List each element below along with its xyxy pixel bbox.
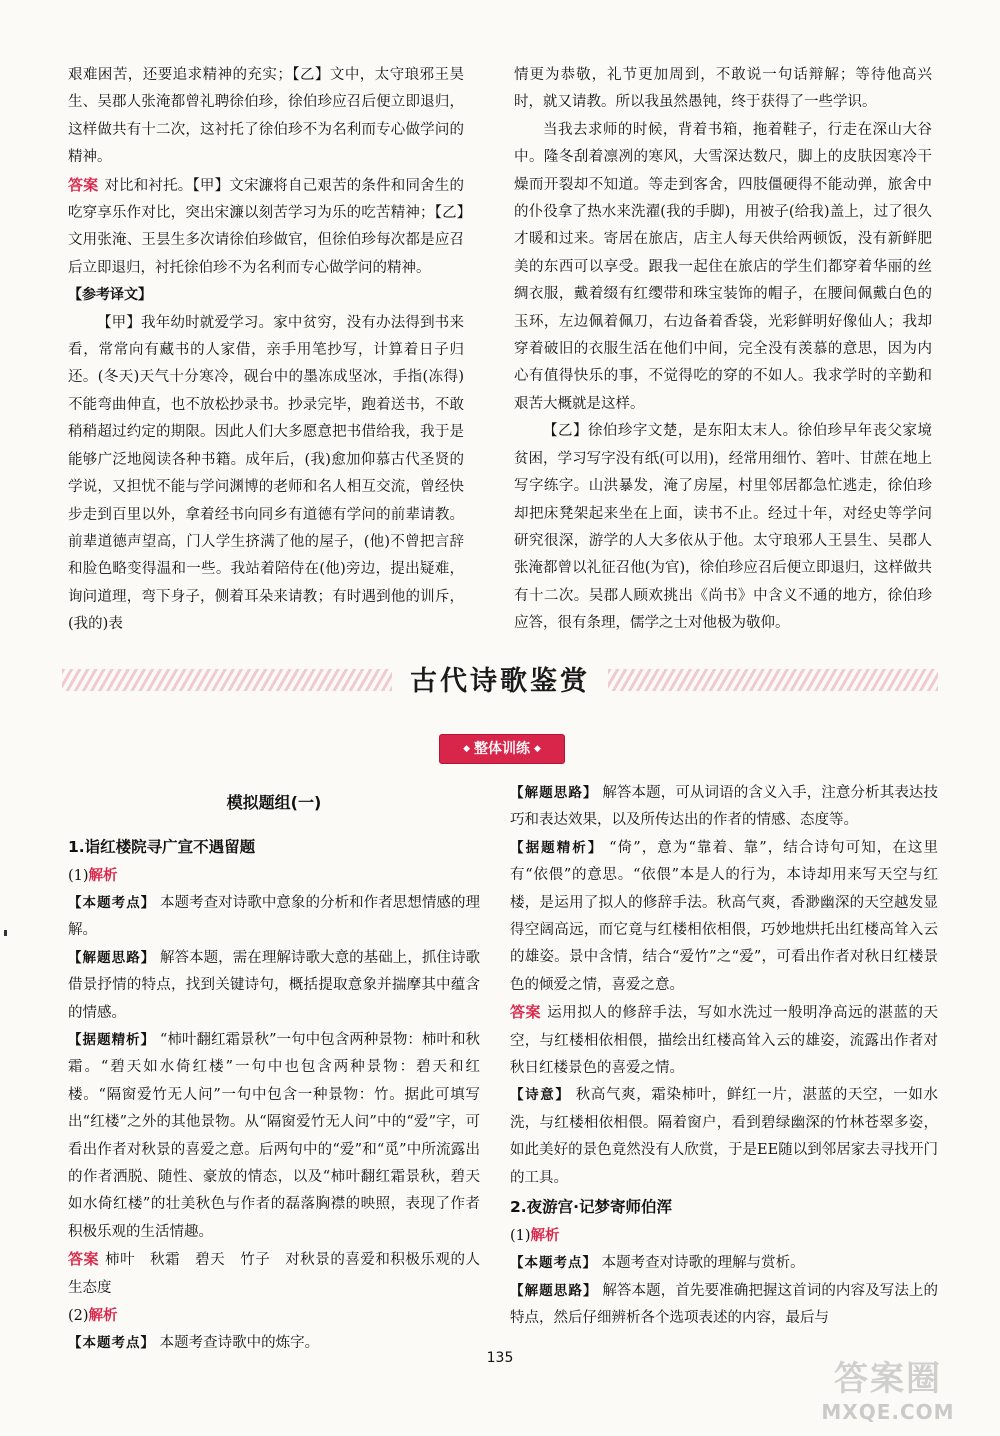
solution-approach-text: 解答本题，首先要准确把握这首词的内容及写法上的特点，然后仔细辨析各个选项表述的内容，最后与 [510,1282,939,1326]
answer-label: 答案 [68,1250,100,1269]
solution-approach-paragraph [68,945,480,1027]
watermark-logo-text: 答案圈 [834,1359,942,1399]
binding-mark [4,930,7,936]
solution-approach-paragraph [510,1278,938,1333]
sub-question-1 [510,1222,938,1250]
key-point-paragraph [510,1250,938,1277]
lower-left-column [68,832,480,1358]
sub-question-number: (2) [68,1308,89,1325]
detailed-analysis-tag: 【据题精析】 [68,1032,156,1049]
analysis-continuation: 艰难困苦，还要追求精神的充实；【乙】文中，太守琅邪王昊生、吴郡人张淹都曾礼聘徐伯珍，徐伯珍应召后便立即退归，这样做共有十二次，这衬托了徐伯珍不为名利而专心做学问的精神。 [68,67,464,166]
translation-paragraph-2: 当我去求师的时候，背着书箱，拖着鞋子，行走在深山大谷中。隆冬刮着凛冽的寒风，大雪深达数尺，脚上的皮肤因寒冷干燥而开裂却不知道。等走到客舍，四肢僵硬得不能动弹，旅舍中的仆役拿了热水来洗濯(我的手脚)，用被子(给我)盖上，过了很久才暖和过来。寄居在旅店，店主人每天供给两顿饭，没有新鲜肥美的东西可以享受。跟我一起住在旅店的学生们都穿着华丽的丝绸衣服，戴着缀有红缨带和珠宝装饰的帽子，在腰间佩戴白色的玉环，左边佩着佩刀，右边备着香袋，光彩鲜明好像仙人；我却穿着破旧的衣服生活在他们中间，完全没有羡慕的意思，因为内心有值得快乐的事，不觉得吃的穿的不如人。我求学时的辛勤和艰苦大概就是这样。 [514,121,932,412]
poem-meaning-tag: 【诗意】 [510,1087,571,1104]
key-point-tag: 【本题考点】 [68,1335,155,1352]
key-point-paragraph [68,1330,480,1357]
key-point-tag: 【本题考点】 [68,895,156,911]
key-point-text: 本题考查对诗歌的理解与赏析。 [601,1255,805,1272]
sub-question-number: (1) [68,868,89,884]
analysis-label: 解析 [88,868,118,884]
question-2-title: 2.夜游宫·记梦寄师伯浑 [510,1198,673,1217]
lower-right-column [510,780,938,1332]
answer-label: 答案 [68,175,99,194]
answer-label: 答案 [510,1003,542,1022]
answer-paragraph [68,1246,480,1302]
detailed-analysis-paragraph [510,835,938,999]
section-badge [439,734,565,764]
translation-continuation: 情更为恭敬，礼节更加周到，不敢说一句话辩解；等待他高兴时，就又请教。所以我虽然愚钝，终于获得了一些学识。 [514,67,932,111]
page-number: 135 [486,1350,514,1366]
group-title: 模拟题组(一) [226,793,322,812]
analysis-label: 解析 [88,1308,118,1325]
solution-approach-tag: 【解题思路】 [68,949,156,966]
solution-approach-text: 解答本题，可从词语的含义入手，注意分析其表达技巧和表达效果，以及所传达出的作者的情感、态度等。 [510,785,939,829]
decorative-stripe-right [608,669,938,691]
solution-approach-paragraph [510,780,938,835]
key-point-tag: 【本题考点】 [510,1255,597,1272]
reference-translation-label: 【参考译文】 [68,287,152,304]
upper-right-column [514,62,932,638]
answer-text: 对比和衬托。【甲】文宋濂将自己艰苦的条件和同舍生的吃穿享乐作对比，突出宋濂以刻苦学习为乐的吃苦精神；【乙】文用张淹、王昙生多次请徐伯珍做官，但徐伯珍每次都是应召后立即退归，衬托徐伯珍不为名利而专心做学问的精神。 [68,177,464,276]
section-heading-bar [62,655,938,703]
key-point-text: 本题考查诗歌中的炼字。 [159,1335,320,1352]
answer-paragraph [510,999,938,1082]
key-point-paragraph [68,890,480,945]
reference-translation-jia: 【甲】我年幼时就爱学习。家中贫穷，没有办法得到书来看，常常向有藏书的人家借，亲手用笔抄写，计算着日子归还。(冬天)天气十分寒冷，砚台中的墨冻成坚冰，手指(冻得)不能弯曲伸直，也不放松抄录书。抄录完毕，跑着送书，不敢稍稍超过约定的期限。因此人们大多愿意把书借给我，我于是能够广泛地阅读各种书籍。成年后，(我)愈加仰慕古代圣贤的学说，又担忧不能与学问渊博的老师和名人相互交流，曾经快步走到百里以外，拿着经书向同乡有道德有学问的前辈请教。前辈道德声望高，门人学生挤满了他的屋子，(他)不曾把言辞和脸色略变得温和一些。我站着陪侍在(他)旁边，提出疑难，询问道理，弯下身子，侧着耳朵来请教；有时遇到他的训斥，(我的)表 [68,314,464,633]
badge-label: 整体训练 [474,741,530,757]
detailed-analysis-tag: 【据题精析】 [510,839,604,856]
key-point-text: 本题考查对诗歌中意象的分析和作者思想情感的理解。 [68,895,481,939]
translation-paragraph-yi: 【乙】徐伯珍字文楚，是东阳太末人。徐伯珍早年丧父家境贫困，学习写字没有纸(可以用)，经常用细竹、箬叶、甘蔗在地上写字练字。山洪暴发，淹了房屋，村里邻居都急忙逃走，徐伯珍却把床凳架起来坐在上面，读书不止。经过十年，对经史等学问研究很深，游学的人大多依从于他。太守琅邪人王昙生、吴郡人张淹都曾以礼征召他(为官)，徐伯珍应召后便立即退归，这样做共有十二次。吴郡人顾欢挑出《尚书》中含义不通的地方，徐伯珍应答，很有条理，儒学之士对他极为敬仰。 [514,423,932,632]
detailed-analysis-text: “倚”，意为“靠着、靠”，结合诗句可知，在这里有“依偎”的意思。“依偎”本是人的行为，本诗却用来写天空与红楼，是运用了拟人的修辞手法。秋高气爽，香渺幽深的天空越发显得空阔高远，而它竟与红楼相依相偎，巧妙地烘托出红楼高耸入云的雄姿。景中含情，结合“爱竹”之“爱”，可看出作者对秋日红楼景色的倾爱之情，喜爱之意。 [510,839,939,993]
decorative-stripe-left [62,669,392,691]
section-title: 古代诗歌鉴赏 [410,666,590,697]
diamond-icon: ◆ [463,744,470,754]
detailed-analysis-text: “柿叶翻红霜景秋”一句中包含两种景物：柿叶和秋霜。“碧天如水倚红楼”一句中也包含两种景物：碧天和红楼。“隔窗爱竹无人问”一句中包含一种景物：竹。据此可填写出“红楼”之外的其他景物。从“隔窗爱竹无人问”中的“爱”字，可看出作者对秋景的喜爱之意。后两句中的“爱”和“觅”中所流露出的作者洒脱、随性、豪放的情态，以及“柿叶翻红霜景秋，碧天如水倚红楼”的壮美秋色与作者的磊落胸襟的映照，表现了作者积极乐观的生活情趣。 [68,1032,481,1240]
sub-question-2 [68,1302,480,1330]
solution-approach-tag: 【解题思路】 [510,1282,598,1299]
answer-paragraph [68,172,464,283]
diamond-icon: ◆ [534,744,541,754]
site-watermark [798,1358,978,1430]
poem-meaning-paragraph [510,1082,938,1192]
poem-meaning-text: 秋高气爽，霜染柿叶，鲜红一片，湛蓝的天空，一如水洗，与红楼相依相偎。隔着窗户，看到碧绿幽深的竹林苍翠多姿，如此美好的景色竟然没有人欣赏，于是EE随以到邻居家去寻找开门的工具。 [510,1087,939,1186]
answer-text: 运用拟人的修辞手法，写如水洗过一般明净高远的湛蓝的天空，与红楼相依相偎，描绘出红楼高耸入云的雄姿，流露出作者对秋日红楼景色的喜爱之情。 [510,1005,938,1077]
solution-approach-text: 解答本题，需在理解诗歌大意的基础上，抓住诗歌借景抒情的特点，找到关键诗句，概括提取意象并揣摩其中蕴含的情感。 [68,949,481,1021]
upper-left-column [68,62,464,639]
analysis-label: 解析 [530,1228,560,1245]
sub-question-number: (1) [510,1228,531,1245]
solution-approach-tag: 【解题思路】 [510,785,598,801]
detailed-analysis-paragraph [68,1027,480,1246]
sub-question-1 [68,862,480,890]
answer-text: 柿叶 秋霜 碧天 竹子 对秋景的喜爱和积极乐观的人生态度 [68,1252,480,1296]
watermark-url: MXQE.COM [821,1400,955,1424]
question-1-title: 1.诣红楼院寻广宣不遇留题 [68,838,256,856]
